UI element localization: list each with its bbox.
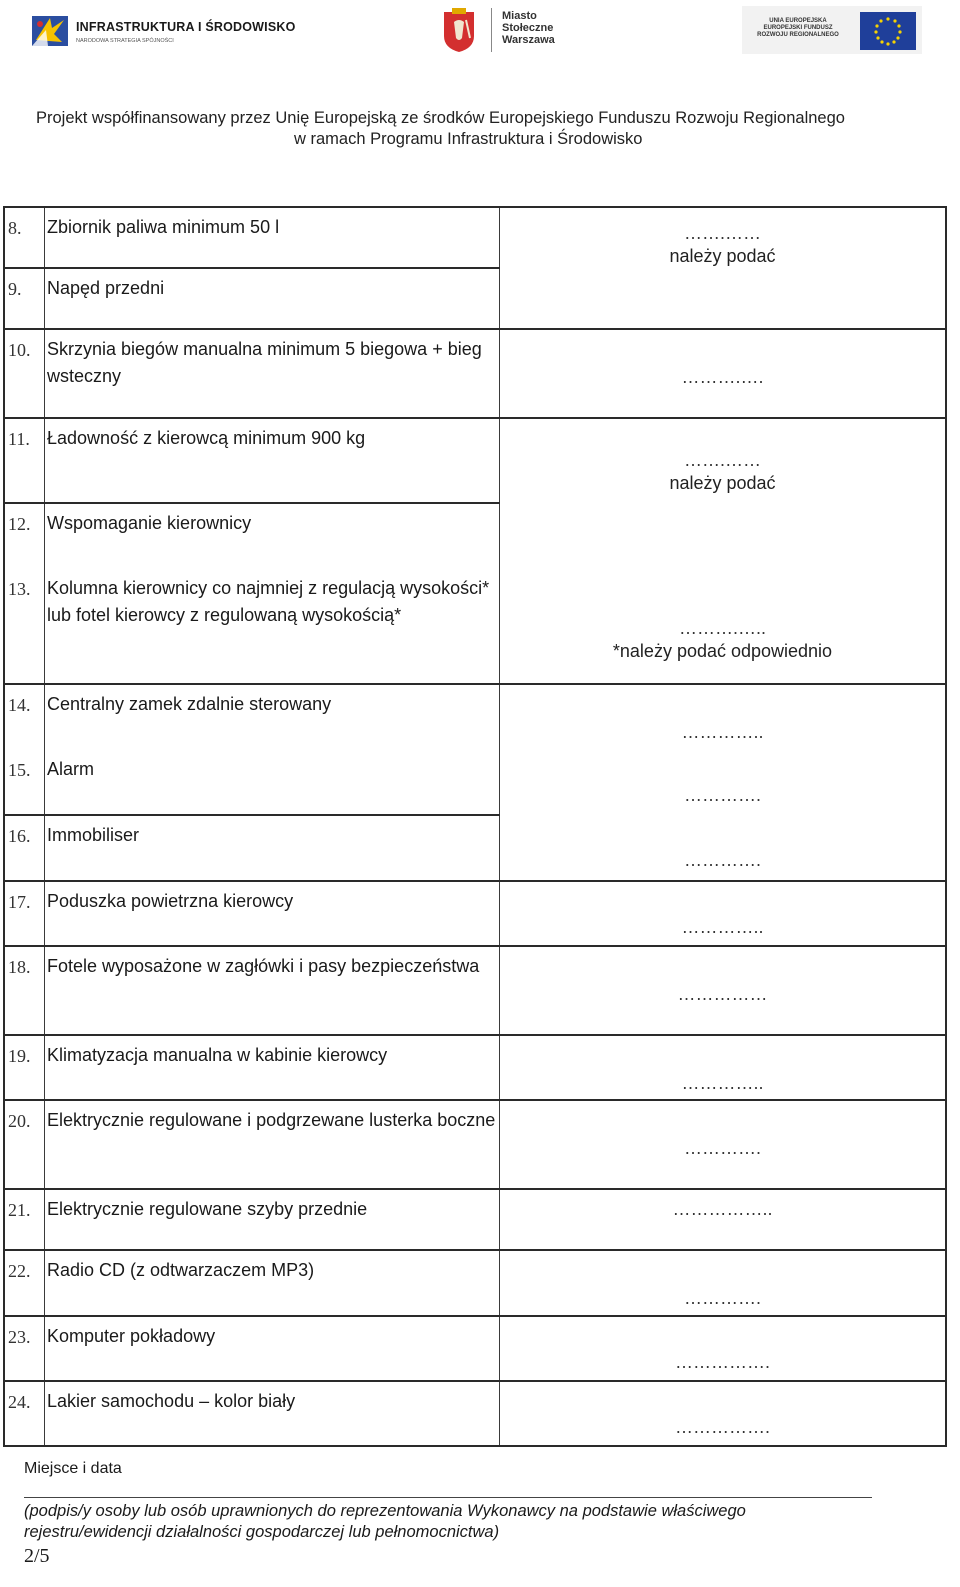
row-description: Wspomaganie kierownicy — [45, 503, 500, 569]
row-description: Ładowność z kierowcą minimum 900 kg — [45, 418, 500, 503]
row-description: Skrzynia biegów manualna minimum 5 biegowa + bieg wsteczny — [45, 329, 500, 418]
infrastruktura-logo — [28, 6, 308, 50]
row-value — [500, 815, 947, 881]
row-number: 21. — [4, 1189, 45, 1250]
value-placeholder: …………. — [683, 1138, 761, 1158]
value-placeholder: …….…… — [683, 450, 761, 470]
row-description: Zbiornik paliwa minimum 50 l — [45, 207, 500, 268]
row-number: 12. — [4, 503, 45, 569]
eu-logo — [742, 6, 922, 54]
row-description: Elektrycznie regulowane szyby przednie — [45, 1189, 500, 1250]
table-row — [4, 1189, 946, 1250]
warszawa-logo — [440, 6, 590, 56]
table-row — [4, 881, 946, 946]
table-row — [4, 329, 946, 418]
row-number: 16. — [4, 815, 45, 881]
value-placeholder: ………….. — [681, 1073, 764, 1093]
project-line-1: Projekt współfinansowany przez Unię Europejską ze środków Europejskiego Funduszu Rozwoju Regionalnego — [36, 109, 845, 127]
row-number: 18. — [4, 946, 45, 1035]
value-placeholder: …………. — [683, 785, 761, 805]
table-row — [4, 815, 946, 881]
place-and-date-label: Miejsce i data — [24, 1460, 122, 1477]
table-row — [4, 1100, 946, 1189]
row-value — [500, 569, 947, 684]
value-placeholder: ……….….. — [678, 618, 766, 638]
row-number: 10. — [4, 329, 45, 418]
row-description: Fotele wyposażone w zagłówki i pasy bezpieczeństwa — [45, 946, 500, 1035]
value-placeholder: ………….. — [681, 722, 764, 742]
table-row — [4, 207, 946, 268]
signature-line — [24, 1497, 872, 1498]
logo-subtitle: NARODOWA STRATEGIA SPÓJNOŚCI — [76, 38, 174, 44]
row-value — [500, 1100, 947, 1189]
table-row — [4, 946, 946, 1035]
row-value — [500, 1316, 947, 1381]
row-number: 19. — [4, 1035, 45, 1100]
table-row — [4, 569, 946, 684]
row-value — [500, 1189, 947, 1250]
value-note: *należy podać odpowiednio — [612, 641, 833, 661]
row-number: 17. — [4, 881, 45, 946]
value-placeholder: …………. — [683, 1288, 761, 1308]
table-row — [4, 750, 946, 815]
value-placeholder: ……………. — [674, 1417, 770, 1437]
value-placeholder: ………….. — [681, 917, 764, 937]
logo-title: INFRASTRUKTURA I ŚRODOWISKO — [76, 20, 296, 34]
project-line-2: w ramach Programu Infrastruktura i Środowisko — [294, 130, 643, 148]
row-value — [500, 684, 947, 750]
row-value — [500, 329, 947, 418]
value-placeholder: …….…… — [683, 223, 761, 243]
row-number: 9. — [4, 268, 45, 329]
value-placeholder: ……………. — [674, 1352, 770, 1372]
warsaw-crest-icon — [440, 8, 478, 54]
row-number: 15. — [4, 750, 45, 815]
row-description: Poduszka powietrzna kierowcy — [45, 881, 500, 946]
value-note: należy podać — [669, 473, 776, 493]
value-placeholder: …………. — [683, 850, 761, 870]
header-logos — [0, 0, 960, 60]
project-cofinancing-note — [36, 108, 956, 150]
table-row — [4, 684, 946, 750]
row-description: Alarm — [45, 750, 500, 815]
row-number: 23. — [4, 1316, 45, 1381]
warszawa-name: Miasto Stołeczne Warszawa — [502, 10, 555, 46]
row-value — [500, 418, 947, 569]
row-number: 22. — [4, 1250, 45, 1316]
row-description: Kolumna kierownicy co najmniej z regulacją wysokości* lub fotel kierowcy z regulowaną wysokością* — [45, 569, 500, 684]
row-number: 8. — [4, 207, 45, 268]
row-description: Immobiliser — [45, 815, 500, 881]
eu-flag-icon — [860, 12, 916, 50]
table-row — [4, 1381, 946, 1446]
row-description: Napęd przedni — [45, 268, 500, 329]
page-number: 2/5 — [24, 1545, 50, 1567]
row-number: 20. — [4, 1100, 45, 1189]
row-number: 24. — [4, 1381, 45, 1446]
row-value — [500, 207, 947, 329]
row-value — [500, 1035, 947, 1100]
value-placeholder: …………….. — [672, 1199, 773, 1219]
table-row — [4, 1250, 946, 1316]
signature-note-line-2: rejestru/ewidencji działalności gospodarczej lub pełnomocnictwa) — [24, 1523, 500, 1541]
row-value — [500, 881, 947, 946]
logo-separator — [491, 8, 492, 52]
value-placeholder: …………… — [677, 984, 768, 1004]
row-number: 11. — [4, 418, 45, 503]
row-value — [500, 946, 947, 1035]
signature-note-line-1: (podpis/y osoby lub osób uprawnionych do reprezentowania Wykonawcy na podstawie właściwego — [24, 1502, 746, 1520]
spec-table — [3, 206, 947, 1447]
row-number: 13. — [4, 569, 45, 684]
value-placeholder: ……….…. — [681, 367, 764, 387]
row-description: Radio CD (z odtwarzaczem MP3) — [45, 1250, 500, 1316]
table-row — [4, 418, 946, 503]
row-value — [500, 750, 947, 815]
row-description: Centralny zamek zdalnie sterowany — [45, 684, 500, 750]
table-row — [4, 1316, 946, 1381]
row-number: 14. — [4, 684, 45, 750]
row-description: Lakier samochodu – kolor biały — [45, 1381, 500, 1446]
signature-note — [24, 1501, 924, 1543]
value-note: należy podać — [669, 246, 776, 266]
row-value — [500, 1250, 947, 1316]
row-description: Klimatyzacja manualna w kabinie kierowcy — [45, 1035, 500, 1100]
star-logo-icon — [28, 10, 72, 48]
row-description: Komputer pokładowy — [45, 1316, 500, 1381]
row-value — [500, 1381, 947, 1446]
eu-fund-text: UNIA EUROPEJSKA EUROPEJSKI FUNDUSZ ROZWOJU REGIONALNEGO — [757, 18, 839, 38]
table-row — [4, 1035, 946, 1100]
row-description: Elektrycznie regulowane i podgrzewane lusterka boczne — [45, 1100, 500, 1189]
